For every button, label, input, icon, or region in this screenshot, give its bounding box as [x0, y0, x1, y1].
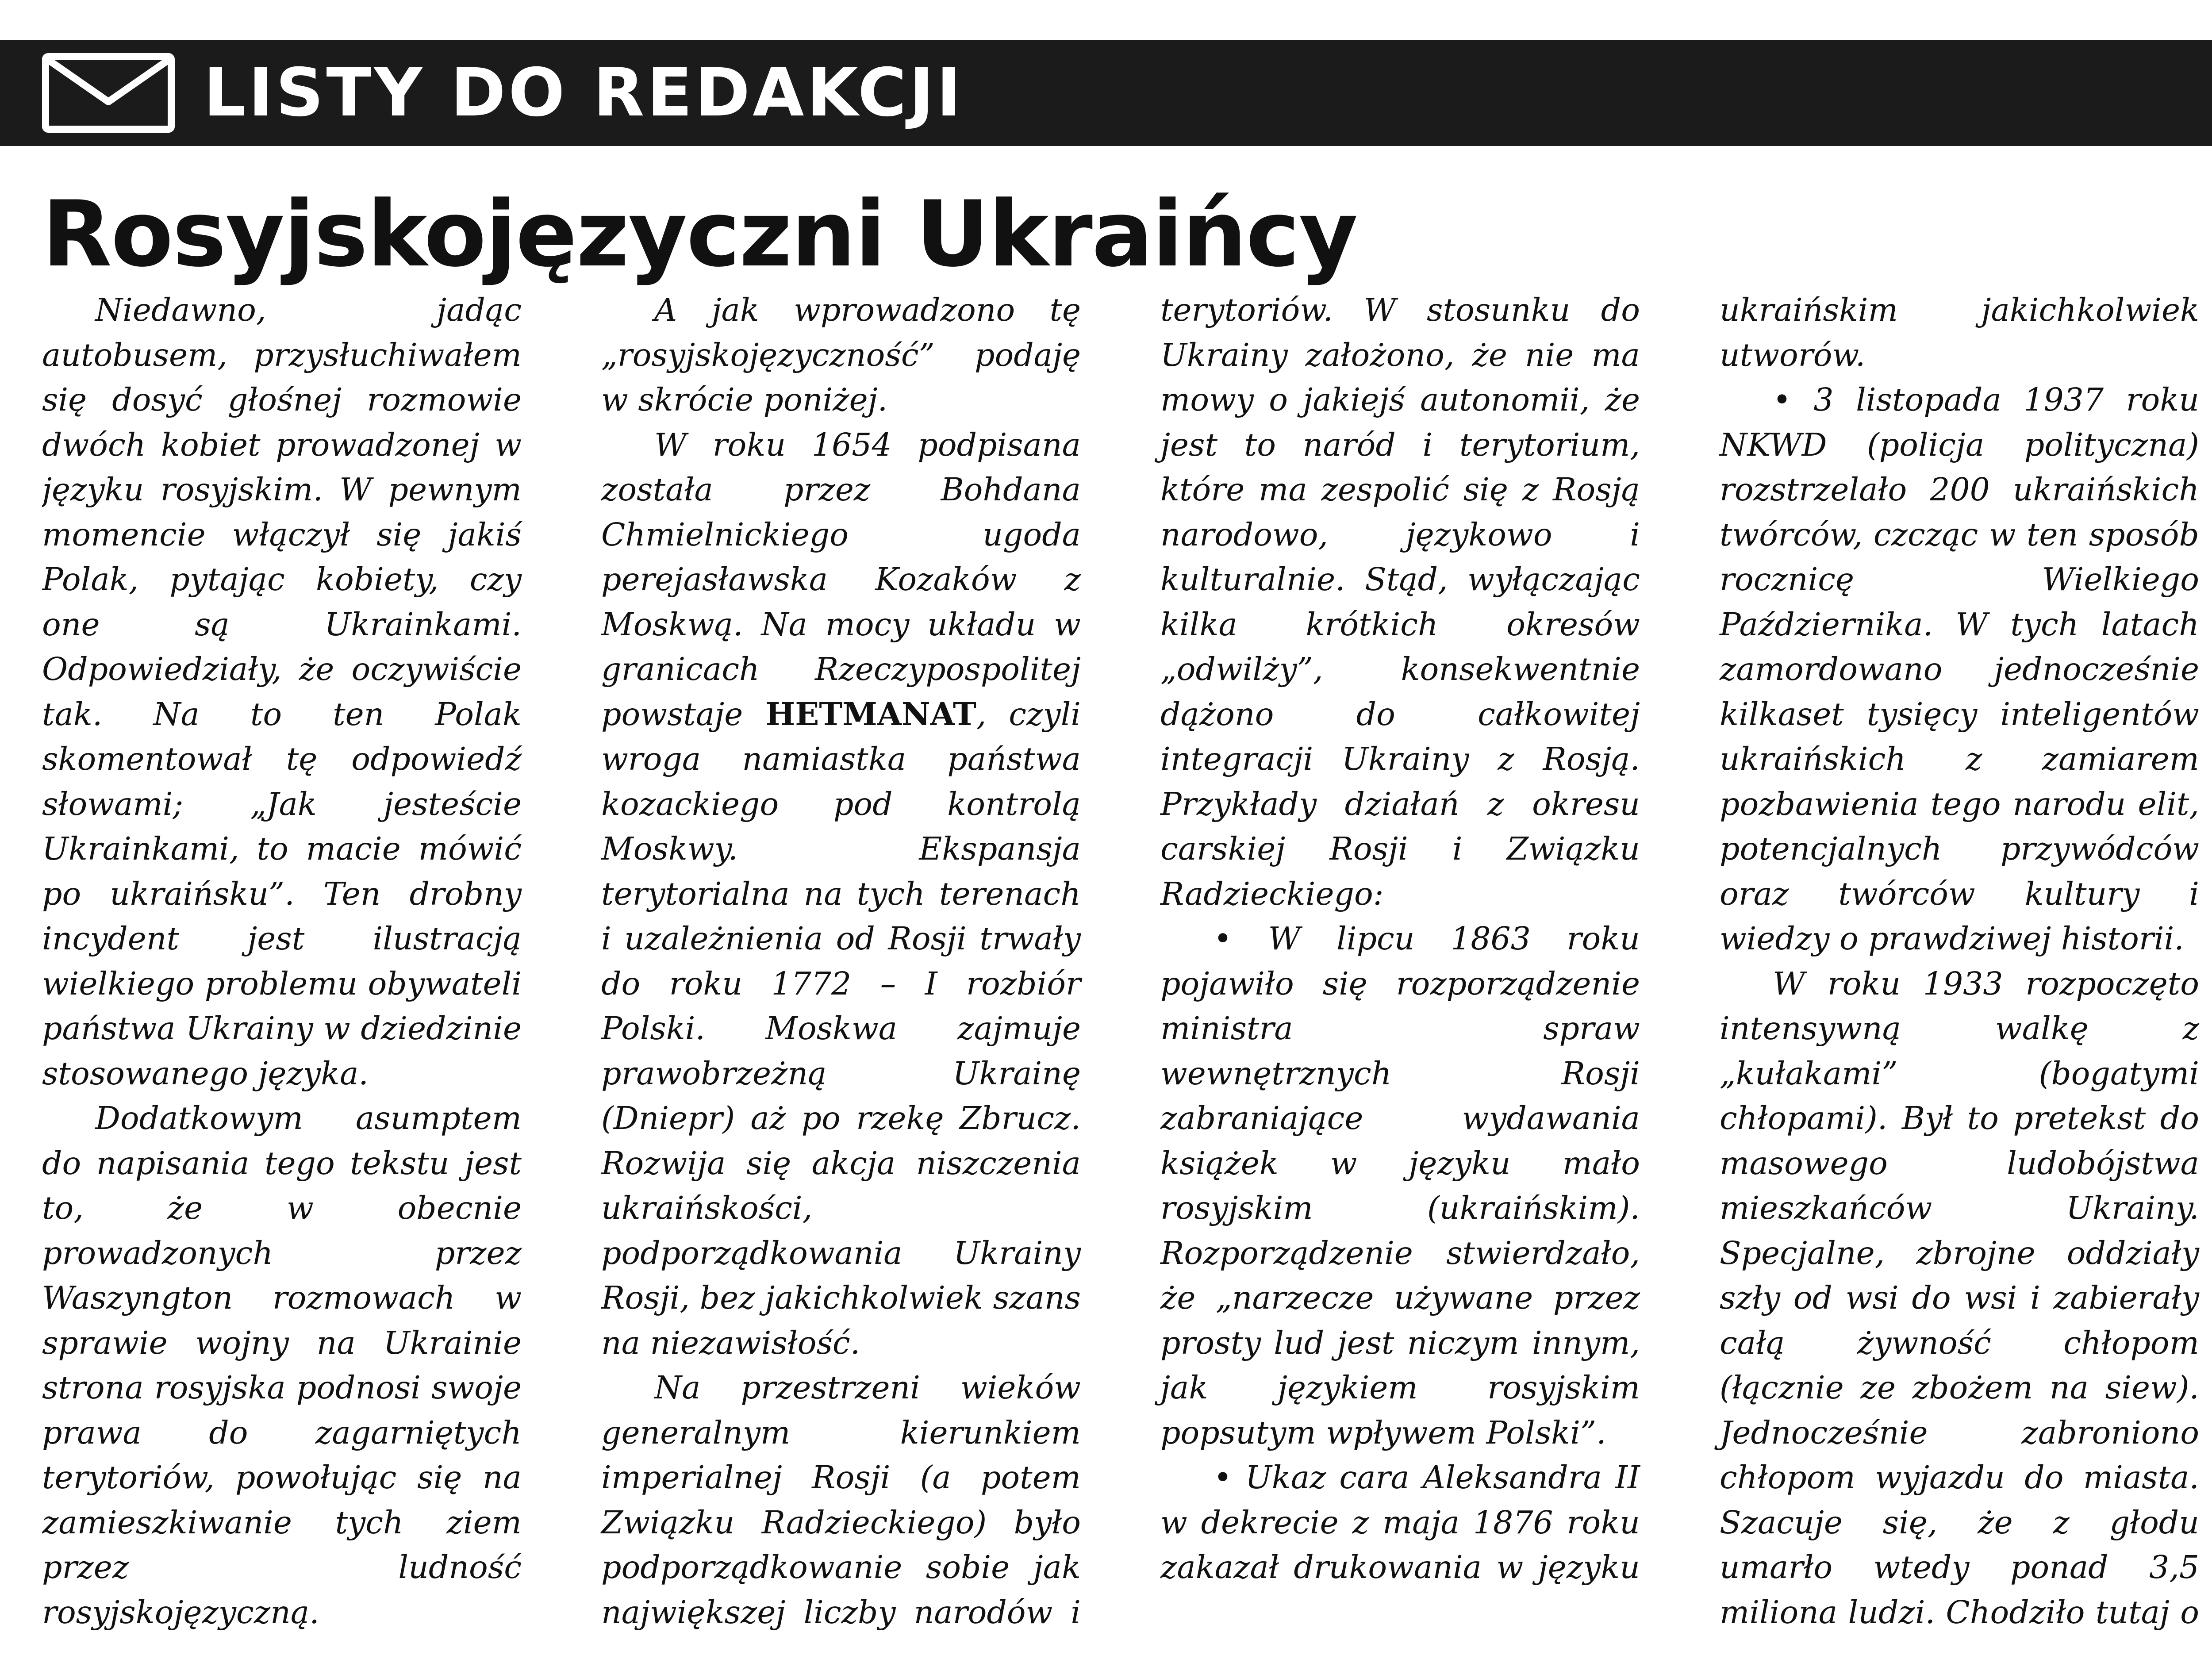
article-flow — [42, 288, 2212, 1641]
bullet-1863: • W lipcu 1863 roku pojawiło się rozporządzenie ministra spraw wewnętrznych Rosji zabraniające wydawania książek w języku mało rosyjskim (ukraińskim). Rozporządzenie stwierdzało, że „narzecze używane przez prosty lud jest niczym innym, jak językiem rosyjskim popsutym wpływem Polski”. — [1160, 920, 1640, 1451]
envelope-icon — [42, 53, 175, 133]
article-title: Rosyjskojęzyczni Ukraińcy — [42, 182, 1357, 287]
paragraph-4 — [601, 422, 1081, 1366]
section-title: LISTY DO REDAKCJI — [204, 54, 964, 131]
paragraph-2: Dodatkowym asumptem do napisania tego tekstu jest to, że w obecnie prowadzonych przez Waszyngton rozmowach w sprawie wojny na Ukrainie strona rosyjska podnosi swoje prawa do zagarniętych terytoriów, powołując się na zamieszkiwanie tych ziem przez ludność rosyjskojęzyczną. — [42, 1100, 522, 1631]
article-body — [42, 288, 2212, 1641]
paragraph-3: A jak wprowadzono tę „rosyjskojęzyczność” podaję w skrócie poniżej. — [601, 292, 1081, 418]
paragraph-5: Na przestrzeni wieków generalnym kierunkiem imperialnej Rosji (a potem Związku Radzieckiego) było podporządkowanie sobie jak największej liczby narodów i terytoriów. W stosunku do Ukrainy założono, że nie ma mowy o jakiejś autonomii, że jest to naród i terytorium, które ma zespolić się z Rosją narodowo, językowo i kulturalnie. Stąd, wyłączając kilka krótkich okresów „odwilży”, konsekwentnie dążono do całkowitej integracji Ukrainy z Rosją. Przykłady działań z okresu carskiej Rosji i Związku Radzieckiego: — [601, 292, 1640, 1631]
paragraph-1933: W roku 1933 rozpoczęto intensywną walkę z „kułakami” (bogatymi chłopami). Był to pretekst do masowego ludobójstwa mieszkańców Ukrainy. Specjalne, zbrojne oddziały szły od wsi do wsi i zabierały całą żywność chłopom (łącznie ze zbożem na siew). Jednocześnie zabroniono chłopom wyjazdu do miasta. Szacuje się, że z głodu umarło wtedy ponad 3,5 miliona ludzi. Chodziło tutaj o — [1720, 965, 2199, 1631]
bullet-1937: • 3 listopada 1937 roku NKWD (policja polityczna) rozstrzelało 200 ukraińskich twórców, czcząc w ten sposób rocznicę Wielkiego Października. W tych latach zamordowano jednocześnie kilkaset tysięcy inteligentów ukraińskich z zamiarem pozbawienia tego narodu elit, potencjalnych przywódców oraz twórców kultury i wiedzy o prawdziwej historii. — [1720, 381, 2199, 957]
paragraph-4-text: W roku 1654 podpisana została przez Bohdana Chmielnickiego ugoda perejasławska Kozaków z Moskwą. Na mocy układu w granicach Rzeczypospolitej powstaje — [601, 426, 1081, 733]
paragraph-4-continued: , czyli wroga namiastka państwa kozackiego pod kontrolą Moskwy. Ekspansja terytorialna na tych terenach i uzależnienia od Rosji trwały do roku 1772 – I rozbiór Polski. Moskwa zajmuje prawobrzeżną Ukrainę (Dniepr) aż po rzekę Zbrucz. Rozwija się akcja niszczenia ukraińskości, podporządkowania Ukrainy Rosji, bez jakichkolwiek szans na niezawisłość. — [601, 695, 1081, 1361]
paragraph-1: Niedawno, jadąc autobusem, przysłuchiwałem się dosyć głośnej rozmowie dwóch kobiet prowadzonej w języku rosyjskim. W pewnym momencie włączył się jakiś Polak, pytając kobiety, czy one są Ukrainkami. Odpowiedziały, że oczywiście tak. Na to ten Polak skomentował tę odpowiedź słowami; „Jak jesteście Ukrainkami, to macie mówić po ukraińsku”. Ten drobny incydent jest ilustracją wielkiego problemu obywateli państwa Ukrainy w dziedzinie stosowanego języka. — [42, 292, 522, 1092]
section-header — [0, 40, 2212, 146]
bullet-1876: • Ukaz cara Aleksandra II w dekrecie z maja 1876 roku zakazał drukowania w języku ukraińskim jakichkolwiek utworów. — [1160, 292, 2199, 1586]
hetmanat-term: HETMANAT — [765, 695, 976, 733]
